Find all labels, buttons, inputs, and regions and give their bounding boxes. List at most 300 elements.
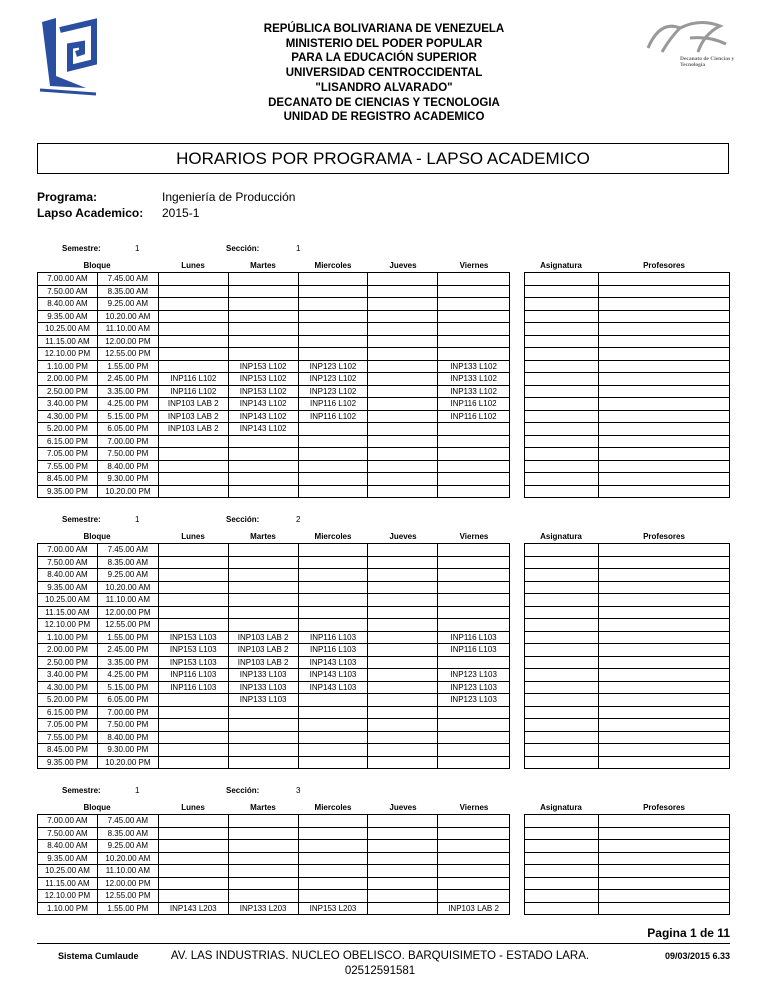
table-row [38,719,510,732]
cell-miercoles [298,581,368,594]
cell-miercoles [298,827,368,840]
cell-viernes [438,619,510,632]
cell-lunes: INP103 LAB 2 [158,410,228,423]
bloque-end: 9.25.00 AM [97,298,158,311]
bloque-end: 1.55.00 PM [97,902,158,915]
cell-miercoles [298,423,368,436]
profesores-cell [598,423,729,436]
subject-row [525,285,730,298]
column-header-lunes: Lunes [181,261,205,270]
column-header-miercoles: Miercoles [314,261,352,270]
table-row [38,902,510,915]
cell-jueves [368,485,438,498]
cell-jueves [368,877,438,890]
cell-martes [228,865,298,878]
table-row [38,360,510,373]
cell-viernes [438,323,510,336]
cell-lunes: INP116 L103 [158,681,228,694]
cell-jueves [368,681,438,694]
profesores-cell [598,435,729,448]
bloque-end: 10.20.00 PM [97,485,158,498]
cell-viernes: INP116 L103 [438,631,510,644]
cell-lunes [158,285,228,298]
table-row [38,285,510,298]
cell-martes: INP103 LAB 2 [228,656,298,669]
subject-row [525,744,730,757]
asignatura-cell [525,335,599,348]
cell-miercoles [298,815,368,828]
table-row [38,435,510,448]
cell-lunes [158,298,228,311]
bloque-start: 9.35.00 PM [38,756,98,769]
cell-martes [228,877,298,890]
table-row [38,385,510,398]
cell-jueves [368,556,438,569]
cell-jueves [368,310,438,323]
seccion-label: Sección: [226,244,260,253]
asignatura-cell [525,360,599,373]
cell-martes: INP133 L103 [228,694,298,707]
column-header-profesores: Profesores [643,803,685,812]
cell-viernes [438,544,510,557]
cell-martes [228,890,298,903]
bloque-start: 12.10.00 PM [38,890,98,903]
cell-viernes: INP123 L103 [438,669,510,682]
bloque-end: 6.05.00 PM [97,423,158,436]
cell-viernes [438,581,510,594]
table-row [38,706,510,719]
profesores-cell [598,706,729,719]
programa-label: Programa: [37,190,98,204]
bloque-end: 8.35.00 AM [97,285,158,298]
asignatura-cell [525,273,599,286]
cell-jueves [368,298,438,311]
column-header-asignatura: Asignatura [540,532,582,541]
column-header-bloque: Bloque [83,803,111,812]
programa-value: Ingeniería de Producción [162,190,296,204]
asignatura-cell [525,827,599,840]
cell-miercoles [298,694,368,707]
asignatura-cell [525,815,599,828]
profesores-cell [598,348,729,361]
report-title: HORARIOS POR PROGRAMA - LAPSO ACADEMICO [37,143,729,174]
table-row [38,298,510,311]
cell-martes: INP133 L103 [228,681,298,694]
cell-jueves [368,569,438,582]
bloque-end: 8.40.00 PM [97,731,158,744]
profesores-cell [598,606,729,619]
asignatura-cell [525,460,599,473]
cell-lunes [158,731,228,744]
table-row [38,448,510,461]
cell-martes [228,619,298,632]
profesores-cell [598,731,729,744]
bloque-end: 10.20.00 PM [97,756,158,769]
table-row [38,669,510,682]
subject-row [525,348,730,361]
cell-lunes [158,335,228,348]
bloque-start: 7.55.00 PM [38,460,98,473]
column-header-lunes: Lunes [181,532,205,541]
semestre-label: Semestre: [62,786,101,795]
table-row [38,556,510,569]
cell-jueves [368,865,438,878]
cell-jueves [368,435,438,448]
schedule-table [37,814,510,915]
subject-row [525,852,730,865]
bloque-end: 10.20.00 AM [97,852,158,865]
subject-row [525,631,730,644]
bloque-end: 11.10.00 AM [97,323,158,336]
cell-jueves [368,840,438,853]
asignatura-cell [525,631,599,644]
cell-lunes [158,594,228,607]
asignatura-cell [525,656,599,669]
subject-row [525,310,730,323]
cell-jueves [368,631,438,644]
header-line: DECANATO DE CIENCIAS Y TECNOLOGIA [268,96,500,109]
cell-martes [228,569,298,582]
cell-viernes [438,890,510,903]
asignatura-cell [525,398,599,411]
bloque-start: 3.40.00 PM [38,398,98,411]
bloque-end: 2.45.00 PM [97,373,158,386]
cell-miercoles [298,569,368,582]
subject-row [525,385,730,398]
seccion-label: Sección: [226,515,260,524]
subjects-table [524,543,730,769]
ucla-logo [36,16,102,96]
bloque-start: 7.00.00 AM [38,273,98,286]
table-row [38,644,510,657]
profesores-cell [598,485,729,498]
asignatura-cell [525,644,599,657]
bloque-end: 12.00.00 PM [97,335,158,348]
profesores-cell [598,335,729,348]
cell-lunes [158,569,228,582]
seccion-value: 2 [296,515,301,524]
asignatura-cell [525,606,599,619]
header-line: MINISTERIO DEL PODER POPULAR [285,37,483,50]
bloque-end: 11.10.00 AM [97,594,158,607]
lapso-label: Lapso Academico: [37,206,144,220]
bloque-end: 12.00.00 PM [97,877,158,890]
footer-phone: 02512591581 [344,965,416,977]
table-row [38,852,510,865]
asignatura-cell [525,840,599,853]
cell-viernes [438,435,510,448]
subject-row [525,273,730,286]
bloque-end: 3.35.00 PM [97,656,158,669]
subject-row [525,460,730,473]
cell-martes [228,460,298,473]
cell-martes [228,581,298,594]
bloque-start: 6.15.00 PM [38,435,98,448]
cell-viernes [438,865,510,878]
subject-row [525,323,730,336]
cell-lunes [158,273,228,286]
cell-lunes: INP116 L103 [158,669,228,682]
cell-miercoles [298,890,368,903]
profesores-cell [598,594,729,607]
table-row [38,348,510,361]
subject-row [525,656,730,669]
bloque-start: 7.55.00 PM [38,731,98,744]
table-row [38,865,510,878]
cell-miercoles [298,840,368,853]
cell-viernes: INP116 L102 [438,410,510,423]
bloque-start: 8.40.00 AM [38,298,98,311]
cell-jueves [368,410,438,423]
bloque-start: 10.25.00 AM [38,865,98,878]
cell-viernes [438,460,510,473]
bloque-end: 7.45.00 AM [97,544,158,557]
subject-row [525,681,730,694]
profesores-cell [598,902,729,915]
asignatura-cell [525,323,599,336]
column-header-jueves: Jueves [389,261,417,270]
cell-viernes [438,606,510,619]
cell-lunes: INP103 LAB 2 [158,423,228,436]
cell-lunes: INP103 LAB 2 [158,398,228,411]
cell-viernes [438,348,510,361]
cell-martes [228,731,298,744]
cell-lunes: INP116 L102 [158,385,228,398]
asignatura-cell [525,756,599,769]
cell-miercoles: INP153 L203 [298,902,368,915]
cell-martes [228,348,298,361]
cell-jueves [368,656,438,669]
bloque-start: 7.50.00 AM [38,827,98,840]
profesores-cell [598,581,729,594]
cell-jueves [368,398,438,411]
table-row [38,815,510,828]
column-header-profesores: Profesores [643,261,685,270]
profesores-cell [598,852,729,865]
column-header-miercoles: Miercoles [314,532,352,541]
bloque-end: 4.25.00 PM [97,398,158,411]
column-header-viernes: Viernes [459,532,489,541]
profesores-cell [598,448,729,461]
column-header-viernes: Viernes [459,261,489,270]
bloque-end: 8.35.00 AM [97,827,158,840]
cell-lunes [158,706,228,719]
semestre-label: Semestre: [62,244,101,253]
bloque-start: 7.05.00 PM [38,719,98,732]
table-row [38,744,510,757]
cell-viernes [438,840,510,853]
bloque-start: 1.10.00 PM [38,631,98,644]
asignatura-cell [525,310,599,323]
cell-miercoles: INP116 L102 [298,398,368,411]
cell-viernes [438,756,510,769]
asignatura-cell [525,902,599,915]
column-header-martes: Martes [250,532,276,541]
asignatura-cell [525,877,599,890]
table-row [38,631,510,644]
profesores-cell [598,719,729,732]
subject-row [525,827,730,840]
column-header-viernes: Viernes [459,803,489,812]
cell-martes [228,485,298,498]
subject-row [525,556,730,569]
cell-miercoles [298,719,368,732]
cell-miercoles [298,348,368,361]
cell-viernes [438,298,510,311]
cell-miercoles [298,448,368,461]
bloque-start: 2.50.00 PM [38,656,98,669]
system-name: Sistema Cumlaude [58,951,139,961]
profesores-cell [598,890,729,903]
cell-miercoles [298,594,368,607]
cell-viernes [438,556,510,569]
asignatura-cell [525,619,599,632]
seccion-label: Sección: [226,786,260,795]
bloque-end: 10.20.00 AM [97,581,158,594]
asignatura-cell [525,385,599,398]
cell-viernes [438,485,510,498]
table-row [38,694,510,707]
bloque-start: 8.40.00 AM [38,840,98,853]
cell-miercoles [298,706,368,719]
bloque-start: 11.15.00 AM [38,335,98,348]
cell-lunes [158,756,228,769]
table-row [38,619,510,632]
cell-miercoles [298,473,368,486]
asignatura-cell [525,569,599,582]
bloque-end: 12.55.00 PM [97,348,158,361]
bloque-start: 11.15.00 AM [38,606,98,619]
subject-row [525,619,730,632]
print-datetime: 09/03/2015 6.33 [664,951,730,961]
cell-miercoles [298,460,368,473]
profesores-cell [598,556,729,569]
profesores-cell [598,681,729,694]
asignatura-cell [525,744,599,757]
cell-lunes: INP153 L103 [158,656,228,669]
asignatura-cell [525,890,599,903]
bloque-end: 7.45.00 AM [97,273,158,286]
dcyt-logo-caption: Decanato de Ciencias y Tecnología [680,56,735,68]
cell-miercoles: INP143 L103 [298,681,368,694]
bloque-end: 1.55.00 PM [97,631,158,644]
table-row [38,423,510,436]
cell-miercoles [298,323,368,336]
cell-lunes [158,694,228,707]
cell-miercoles [298,852,368,865]
column-header-martes: Martes [250,803,276,812]
table-row [38,473,510,486]
cell-miercoles [298,619,368,632]
cell-miercoles: INP116 L102 [298,410,368,423]
cell-miercoles [298,485,368,498]
cell-viernes [438,706,510,719]
bloque-end: 8.40.00 PM [97,460,158,473]
profesores-cell [598,310,729,323]
table-row [38,877,510,890]
table-row [38,827,510,840]
asignatura-cell [525,373,599,386]
cell-jueves [368,890,438,903]
column-header-jueves: Jueves [389,803,417,812]
subject-row [525,410,730,423]
cell-viernes [438,594,510,607]
cell-martes: INP153 L102 [228,373,298,386]
table-row [38,840,510,853]
cell-jueves [368,373,438,386]
cell-martes [228,435,298,448]
bloque-end: 6.05.00 PM [97,694,158,707]
page-number: Pagina 1 de 11 [647,926,730,940]
cell-martes [228,606,298,619]
bloque-start: 9.35.00 AM [38,310,98,323]
subject-row [525,644,730,657]
subject-row [525,594,730,607]
subject-row [525,581,730,594]
cell-martes [228,544,298,557]
asignatura-cell [525,348,599,361]
asignatura-cell [525,448,599,461]
bloque-start: 5.20.00 PM [38,694,98,707]
table-row [38,890,510,903]
subject-row [525,485,730,498]
table-row [38,335,510,348]
table-row [38,373,510,386]
profesores-cell [598,669,729,682]
bloque-end: 5.15.00 PM [97,410,158,423]
bloque-end: 8.35.00 AM [97,556,158,569]
cell-martes [228,706,298,719]
asignatura-cell [525,719,599,732]
subject-row [525,719,730,732]
cell-jueves [368,756,438,769]
subject-row [525,360,730,373]
bloque-end: 7.45.00 AM [97,815,158,828]
cell-miercoles [298,744,368,757]
profesores-cell [598,877,729,890]
column-header-miercoles: Miercoles [314,803,352,812]
profesores-cell [598,473,729,486]
bloque-start: 7.00.00 AM [38,815,98,828]
programa-row [37,190,295,204]
profesores-cell [598,694,729,707]
asignatura-cell [525,706,599,719]
cell-miercoles [298,544,368,557]
bloque-start: 2.00.00 PM [38,644,98,657]
bloque-end: 9.25.00 AM [97,569,158,582]
cell-martes: INP103 LAB 2 [228,631,298,644]
cell-jueves [368,669,438,682]
cell-miercoles [298,556,368,569]
cell-miercoles [298,335,368,348]
subject-row [525,335,730,348]
bloque-start: 11.15.00 AM [38,877,98,890]
cell-viernes [438,448,510,461]
footer-divider [37,943,730,944]
profesores-cell [598,569,729,582]
bloque-start: 9.35.00 AM [38,581,98,594]
asignatura-cell [525,435,599,448]
profesores-cell [598,285,729,298]
table-row [38,731,510,744]
subject-row [525,569,730,582]
cell-jueves [368,719,438,732]
column-header-lunes: Lunes [181,803,205,812]
header-line: PARA LA EDUCACIÓN SUPERIOR [291,52,477,65]
cell-martes [228,448,298,461]
bloque-start: 12.10.00 PM [38,348,98,361]
profesores-cell [598,398,729,411]
